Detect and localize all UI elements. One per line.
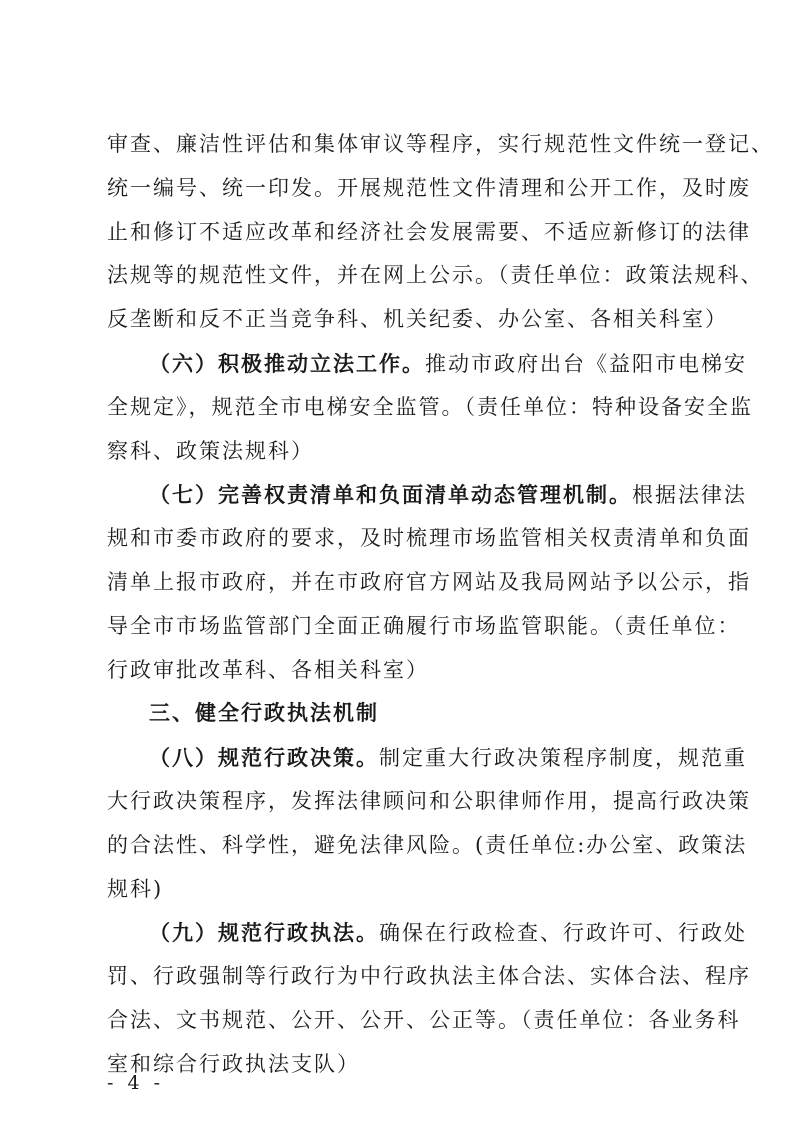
line-text: 根据法律法 [632,483,747,508]
paragraph-line [107,561,751,605]
section-heading: 三、健全行政执法机制 [149,701,379,726]
line-text: 止和修订不适应改革和经济社会发展需要、不适应新修订的法律 [107,219,751,244]
paragraph-line [107,298,728,342]
line-text: 法规等的规范性文件，并在网上公示。（责任单位：政策法规科、 [107,263,764,288]
paragraph-line [107,123,774,167]
line-text: 室和综合行政执法支队） [107,1051,360,1076]
paragraph-line [107,780,751,824]
line-text: 规和市委市政府的要求，及时梳理市场监管相关权责清单和负面 [107,526,751,551]
line-text: 合法、文书规范、公开、公开、公正等。（责任单位：各业务科 [107,1007,741,1032]
paragraph-line [107,517,751,561]
line-text: 审查、廉洁性评估和集体审议等程序，实行规范性文件统一登记、 [107,132,774,156]
paragraph-line [107,1043,691,1087]
paragraph-line [107,473,747,517]
line-text: 大行政决策程序，发挥法律顾问和公职律师作用，提高行政决策 [107,788,751,813]
paragraph-line [107,955,751,999]
line-text: 罚、行政强制等行政行为中行政执法主体合法、实体合法、程序 [107,964,751,989]
paragraph-lead: （七）完善权责清单和负面清单动态管理机制。 [149,482,632,508]
line-text: 行政审批改革科、各相关科室） [107,657,429,682]
paragraph-line [107,254,764,298]
line-text: 统一编号、统一印发。开展规范性文件清理和公开工作，及时废 [107,175,751,200]
line-text: 反垄断和反不正当竞争科、机关纪委、办公室、各相关科室） [107,307,728,332]
paragraph-lead: （八）规范行政决策。 [149,745,379,771]
line-text: 导全市市场监管部门全面正确履行市场监管职能。（责任单位： [107,613,741,638]
line-text: 确保在行政检查、行政许可、行政处 [379,921,747,946]
paragraph-line [107,736,747,780]
page-number: - 4 - [107,1072,165,1094]
paragraph-line [107,911,747,955]
paragraph-lead: （六）积极推动立法工作。 [149,350,425,376]
line-text: 全规定》，规范全市电梯安全监管。（责任单位：特种设备安全监 [107,394,753,419]
document-body [107,123,774,1087]
line-text: 规科) [107,876,164,901]
line-text: 的合法性、科学性，避免法律风险。(责任单位:办公室、政策法 [107,832,748,857]
paragraph-line [107,824,748,868]
line-text: 清单上报市政府，并在市政府官方网站及我局网站予以公示，指 [107,569,751,594]
paragraph-line [107,386,753,430]
paragraph-lead: （九）规范行政执法。 [149,920,379,946]
paragraph-line [107,211,751,255]
paragraph-line [107,167,751,211]
paragraph-line [107,868,691,912]
paragraph-line [107,999,741,1043]
line-text: 推动市政府出台《益阳市电梯安 [425,351,747,376]
paragraph-line [107,342,747,386]
line-text: 察科、政策法规科） [107,438,314,463]
paragraph-line [107,430,691,474]
paragraph-line [107,605,741,649]
paragraph-line [107,649,691,693]
line-text: 制定重大行政决策程序制度，规范重 [379,746,747,771]
